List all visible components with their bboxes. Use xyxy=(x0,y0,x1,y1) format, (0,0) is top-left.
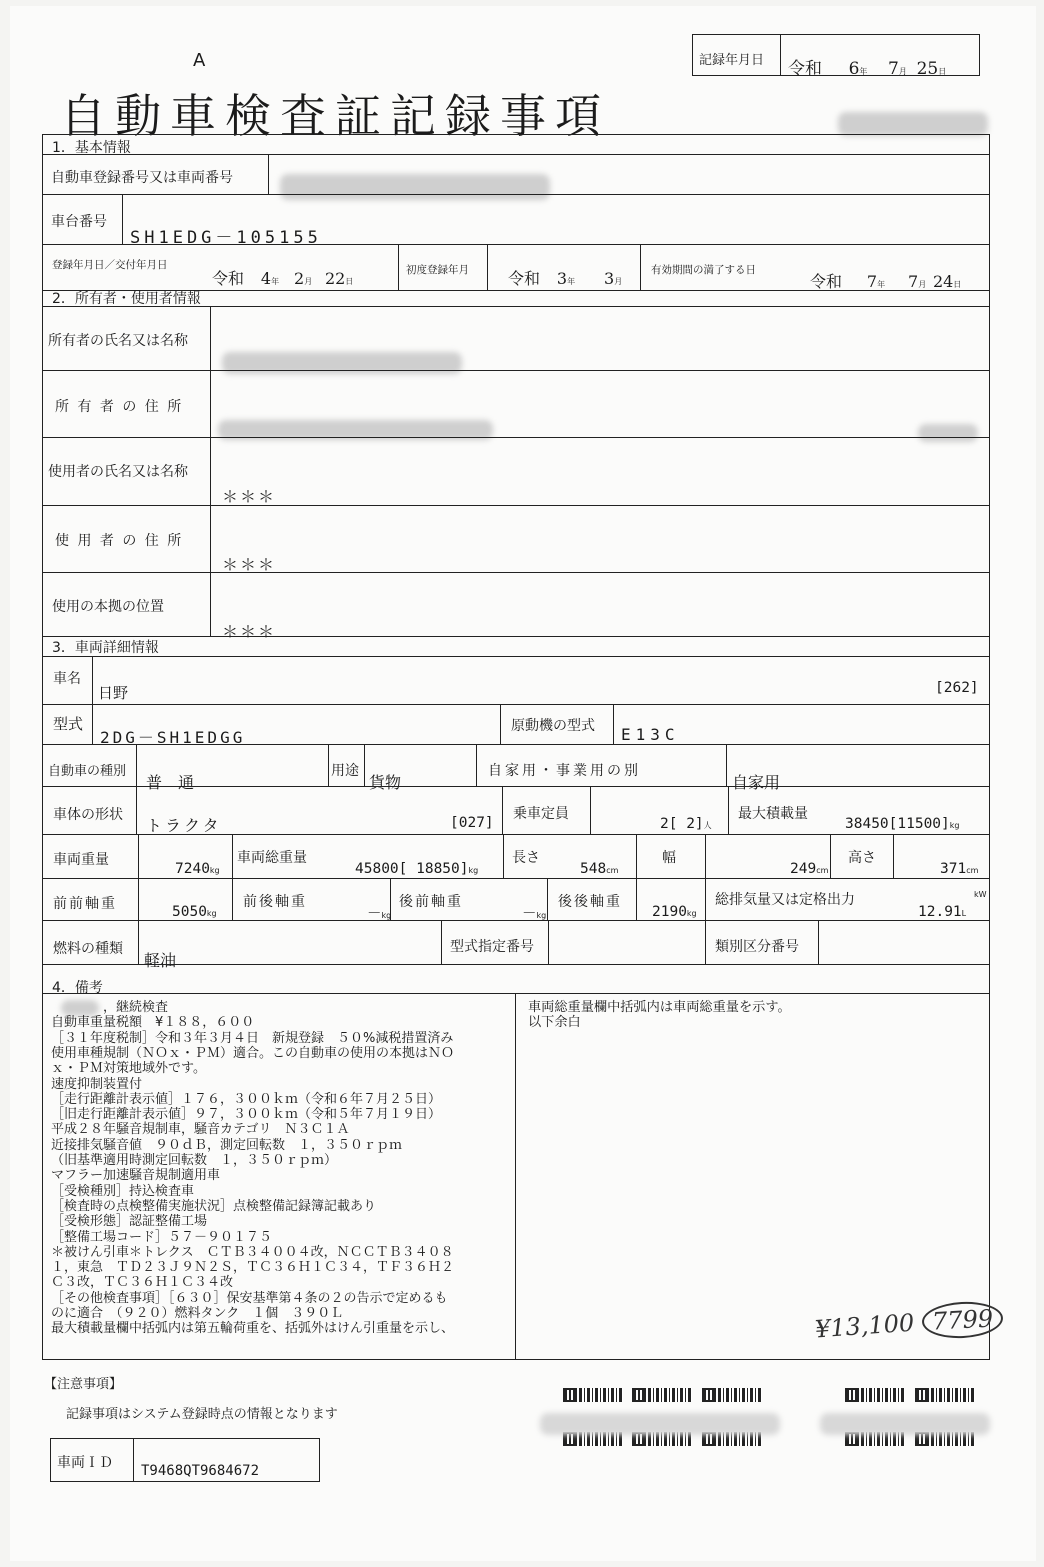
remark-line: マフラー加速騒音規制適用車 xyxy=(51,1168,221,1184)
length-value: 548cm xyxy=(580,861,619,877)
remark-line: ［その他検査事項］［６３０］保安基準第４条の２の告示で定めるも xyxy=(51,1290,448,1306)
user-address-label: 使 用 者 の 住 所 xyxy=(55,533,184,549)
handwritten-number: 7799 xyxy=(921,1300,1004,1340)
remark-line: 自動車重量税額 ¥１８８，６００ xyxy=(51,1015,255,1031)
remark-line: 平成２８年騒音規制車，騒音カテゴリ Ｎ３Ｃ１Ａ xyxy=(51,1122,350,1138)
qr-finder xyxy=(845,1388,859,1402)
redacted-top xyxy=(838,112,988,136)
remark-line: （旧基準適用時測定回転数 １，３５０ｒｐｍ） xyxy=(51,1153,338,1168)
qr-finder xyxy=(563,1388,577,1402)
remark-line: ［受検種別］持込検査車 xyxy=(51,1183,195,1199)
section2-heading: 2．所有者・使用者情報 xyxy=(52,291,201,307)
max-load-value: 38450[11500]kg xyxy=(845,816,960,832)
type-label: 自動車の種別 xyxy=(48,764,127,779)
first-reg-label: 初度登録年月 xyxy=(406,264,469,276)
width-value: 249cm xyxy=(790,861,829,877)
capacity-label: 乗車定員 xyxy=(513,806,569,822)
remark-line: 最大積載量欄中括弧内は第五輪荷重を、括弧外はけん引重量を示し、 xyxy=(51,1321,455,1337)
displacement-unit-kw: kW xyxy=(974,890,987,899)
user-name-value: ＊＊＊ xyxy=(222,487,277,506)
use-value: 貨物 xyxy=(369,773,402,792)
type-value: 普 通 xyxy=(146,773,195,792)
redacted-owner-address-2 xyxy=(918,424,978,442)
model-label: 型式 xyxy=(53,715,84,733)
rf-axle-value: －kg xyxy=(522,906,547,922)
remark-line: ［３１年度税制］令和３年３月４日 新規登録 ５０%減税措置済み xyxy=(51,1030,454,1046)
section3-heading: 3．車両詳細情報 xyxy=(52,640,159,656)
fr-axle-value: －kg xyxy=(367,906,392,922)
rr-axle-label: 後後軸重 xyxy=(558,894,622,910)
use-label: 用途 xyxy=(331,763,359,779)
qr-finder xyxy=(702,1388,716,1402)
car-name-value: 日野 xyxy=(98,684,129,702)
length-label: 長さ xyxy=(512,850,540,866)
car-name-code: [262] xyxy=(935,680,979,696)
remark-line: 使用車種規制（ＮＯｘ・ＰＭ）適合。この自動車の使用の本拠はＮＯ xyxy=(51,1045,455,1061)
corner-letter: A xyxy=(193,50,206,71)
remark-line-right: 以下余白 xyxy=(528,1015,581,1031)
private-label: 自家用・事業用の別 xyxy=(488,763,641,779)
remark-line: ［走行距離計表示値］１７６，３００ｋｍ（令和６年７月２５日） xyxy=(51,1091,442,1107)
expiry-value: 令和 7年 7月 24日 xyxy=(810,272,962,291)
body-value: トラクタ xyxy=(146,816,222,835)
month: 7 xyxy=(887,59,899,79)
month-unit: 月 xyxy=(898,67,907,76)
user-address-value: ＊＊＊ xyxy=(222,555,277,574)
user-name-label: 使用者の氏名又は名称 xyxy=(48,464,188,480)
remark-line: ｘ・ＰＭ対策地域外です。 xyxy=(51,1061,206,1077)
remark-line: ［受検形態］認証整備工場 xyxy=(51,1214,208,1230)
remark-line: １，東急 ＴＤ２３Ｊ９Ｎ２Ｓ，ＴＣ３６Ｈ１Ｃ３４，ＴＦ３６Ｈ２ xyxy=(51,1260,455,1276)
handwritten-price: ¥13,100 xyxy=(814,1308,916,1344)
type-designation-label: 型式指定番号 xyxy=(450,939,534,955)
section4-heading: 4．備考 xyxy=(52,980,103,996)
notes-heading: 【注意事項】 xyxy=(44,1377,123,1392)
chassis-value: SH1EDG－105155 xyxy=(130,228,322,248)
body-code: [027] xyxy=(450,815,494,831)
qr-finder xyxy=(915,1388,929,1402)
section1-heading: 1．基本情報 xyxy=(52,140,131,156)
private-value: 自家用 xyxy=(732,773,781,792)
page-title: 自動車検査証記録事項 xyxy=(60,89,610,143)
year: 6 xyxy=(848,59,860,79)
displacement-label: 総排気量又は定格出力 xyxy=(715,892,855,908)
qr-module-block xyxy=(718,1388,762,1402)
height-value: 371cm xyxy=(940,861,979,877)
first-reg-value: 令和 3年 3月 xyxy=(508,269,623,288)
qr-module-block xyxy=(931,1388,975,1402)
record-date-label: 記録年月日 xyxy=(699,53,765,68)
expiry-label: 有効期間の満了する日 xyxy=(651,264,756,276)
model-value: 2DG－SH1EDGG xyxy=(100,728,246,747)
gross-label: 車両総重量 xyxy=(237,850,307,866)
reg-date-value: 令和 4年 2月 22日 xyxy=(212,269,354,288)
weight-label: 車両重量 xyxy=(53,852,109,868)
base-location-value: ＊＊＊ xyxy=(222,622,277,641)
qr-module-block xyxy=(861,1388,905,1402)
chassis-label: 車台番号 xyxy=(51,214,107,230)
ff-axle-label: 前前軸重 xyxy=(53,896,117,912)
remark-line: ，継続検査 xyxy=(51,1000,169,1015)
category-label: 類別区分番号 xyxy=(715,939,799,955)
qr-finder xyxy=(632,1388,646,1402)
car-name-label: 車名 xyxy=(53,671,81,687)
remark-line: ＊被けん引車＊トレクス ＣＴＢ３４００４改，ＮＣＣＴＢ３４０８ xyxy=(51,1244,454,1260)
vehicle-id-label: 車両ＩＤ xyxy=(57,1455,113,1471)
fuel-label: 燃料の種類 xyxy=(53,941,123,957)
remark-line: 近接排気騒音値 ９０ｄＢ，測定回転数 １，３５０ｒｐｍ xyxy=(51,1137,403,1153)
qr-module-block xyxy=(579,1388,623,1402)
remark-line-right: 車両総重量欄中括弧内は車両総重量を示す。 xyxy=(528,1000,791,1015)
remark-line: ［旧走行距離計表示値］９７，３００ｋｍ（令和５年７月１９日） xyxy=(51,1107,442,1123)
redacted-reg-number xyxy=(280,174,550,200)
reg-number-label: 自動車登録番号又は車両番号 xyxy=(51,170,233,186)
record-date-value xyxy=(788,54,946,79)
width-label: 幅 xyxy=(662,850,676,866)
rf-axle-label: 後前軸重 xyxy=(399,894,463,910)
vehicle-id-value: T9468QT9684672 xyxy=(141,1463,260,1479)
fuel-value: 軽油 xyxy=(144,951,177,970)
ff-axle-value: 5050kg xyxy=(172,904,217,920)
engine-value: E13C xyxy=(621,725,680,744)
remark-line: Ｃ３改，ＴＣ３６Ｈ１Ｃ３４改 xyxy=(51,1275,234,1291)
qr-module-block xyxy=(648,1388,692,1402)
day: 25 xyxy=(916,59,939,79)
height-label: 高さ xyxy=(848,850,876,866)
displacement-value: 12.91L xyxy=(918,904,967,920)
remark-line: ［検査時の点検整備実施状況］点検整備記録簿記載あり xyxy=(51,1198,377,1214)
engine-label: 原動機の型式 xyxy=(511,718,595,734)
capacity-value: 2[ 2]人 xyxy=(660,816,712,832)
fr-axle-label: 前後軸重 xyxy=(243,894,307,910)
base-location-label: 使用の本拠の位置 xyxy=(52,599,164,615)
remark-line: のに適合 （９２０）燃料タンク １個 ３９０Ｌ xyxy=(51,1306,344,1321)
gross-value: 45800[ 18850]kg xyxy=(355,861,479,877)
era: 令和 xyxy=(788,59,822,79)
redacted-qr-caption-2 xyxy=(820,1413,990,1435)
owner-name-label: 所有者の氏名又は名称 xyxy=(48,333,188,349)
body-label: 車体の形状 xyxy=(53,807,123,823)
notes-text: 記録事項はシステム登録時点の情報となります xyxy=(66,1407,338,1422)
year-unit: 年 xyxy=(859,67,868,76)
owner-address-label: 所 有 者 の 住 所 xyxy=(55,399,184,415)
day-unit: 日 xyxy=(938,67,947,76)
remark-line: ［整備工場コード］５７－９０１７５ xyxy=(51,1229,273,1245)
reg-date-label: 登録年月日／交付年月日 xyxy=(52,259,168,271)
max-load-label: 最大積載量 xyxy=(738,806,808,822)
weight-value: 7240kg xyxy=(175,861,220,877)
remark-line: 速度抑制装置付 xyxy=(51,1076,143,1092)
redacted-qr-caption-1 xyxy=(540,1413,780,1435)
rr-axle-value: 2190kg xyxy=(652,904,697,920)
